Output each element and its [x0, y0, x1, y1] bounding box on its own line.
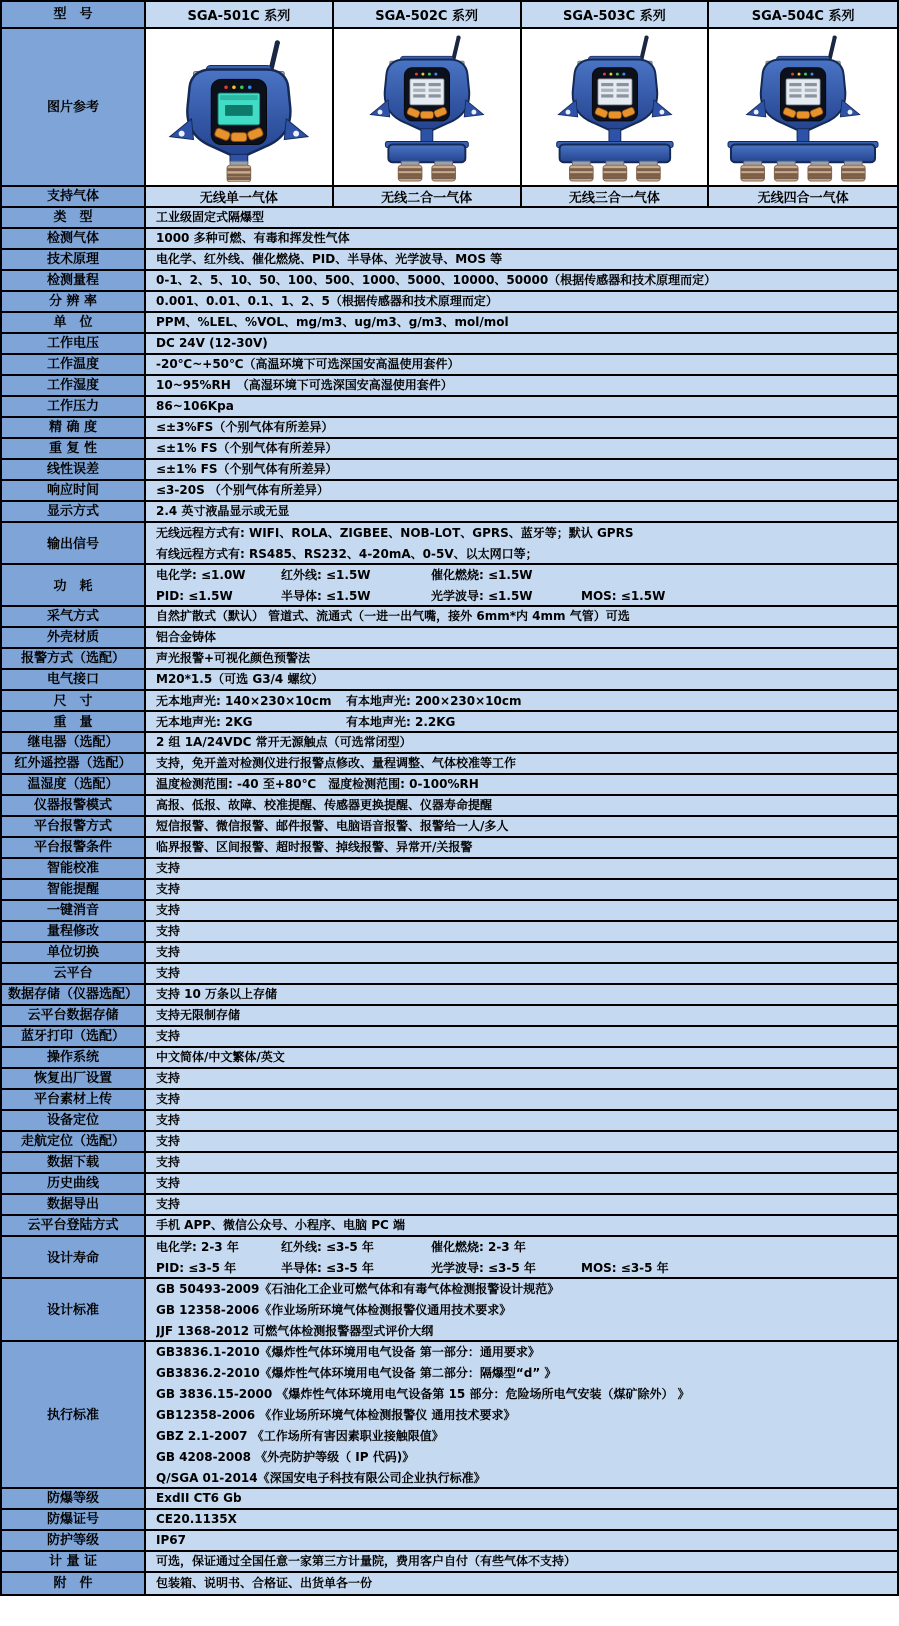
spec-row-value [146, 1006, 897, 1025]
spec-row-label: 显示方式 [2, 502, 146, 521]
spec-row-value [146, 418, 897, 437]
spec-row-value [146, 250, 897, 269]
spec-row-label: 型 号 [2, 2, 146, 27]
spec-value-text: 工业级固定式隔爆型 [156, 210, 265, 224]
table-row [2, 334, 897, 355]
spec-row-value [146, 334, 897, 353]
table-row [2, 670, 897, 691]
spec-row-value [146, 964, 897, 983]
spec-value-text: 支持 [156, 924, 181, 938]
spec-row-label: 设备定位 [2, 1111, 146, 1130]
spec-row-value [146, 1048, 897, 1067]
spec-value-segment: 无本地声光: 2KG [156, 715, 253, 729]
spec-row-label: 云平台数据存储 [2, 1006, 146, 1025]
table-row [2, 628, 897, 649]
detector-head [370, 36, 483, 131]
spec-value-text: 86~106Kpa [156, 399, 234, 413]
spec-row-value [146, 1090, 897, 1109]
table-row [2, 418, 897, 439]
spec-value-text: 支持 [156, 1155, 181, 1169]
spec-value-segment: 半导体: ≤3-5 年 [281, 1261, 374, 1275]
spec-row-label: 重 复 性 [2, 439, 146, 458]
product-image-cell [146, 29, 334, 185]
spec-row-label: 数据导出 [2, 1195, 146, 1214]
spec-row-value [146, 271, 897, 290]
spec-row-value [146, 502, 897, 521]
spec-row-value [146, 229, 897, 248]
spec-value-text: ≤±3%FS（个别气体有所差异） [156, 420, 334, 434]
spec-value-text: 临界报警、区间报警、超时报警、掉线报警、异常开/关报警 [156, 840, 473, 854]
spec-row-label: 外壳材质 [2, 628, 146, 647]
spec-value-segment: 红外线: ≤1.5W [281, 568, 371, 582]
spec-value-segment: 无本地声光: 140×230×10cm [156, 694, 332, 708]
spec-value-line [156, 1405, 897, 1426]
table-row [2, 313, 897, 334]
gas-detector-image [334, 32, 520, 182]
spec-value-text: 10~95%RH （高湿环境下可选深国安高湿使用套件） [156, 378, 453, 392]
spec-row-value [146, 1195, 897, 1214]
spec-value-text: CE20.1135X [156, 1512, 237, 1526]
table-row [2, 1027, 897, 1048]
product-image-cell [334, 29, 522, 185]
spec-value-line [156, 1321, 897, 1342]
spec-value-line [156, 1342, 897, 1363]
table-row [2, 187, 897, 208]
spec-row-value [146, 754, 897, 773]
spec-row-value [146, 439, 897, 458]
table-row [2, 250, 897, 271]
spec-value-segment: 电化学: 2-3 年 [156, 1240, 239, 1254]
spec-value-line [156, 1447, 897, 1468]
spec-row-value [146, 649, 897, 668]
spec-row-value [146, 376, 897, 395]
table-row [2, 1531, 897, 1552]
table-row [2, 502, 897, 523]
spec-value-line [156, 1468, 897, 1489]
spec-value-text: 支持无限制存储 [156, 1008, 241, 1022]
spec-value-text: 铝合金铸体 [156, 630, 217, 644]
product-image-cell [522, 29, 710, 185]
spec-row-label: 功 耗 [2, 565, 146, 607]
spec-row-label: 数据下载 [2, 1153, 146, 1172]
spec-value-segment: 半导体: ≤1.5W [281, 589, 371, 603]
table-row [2, 754, 897, 775]
spec-row-value [146, 1531, 897, 1550]
spec-row-value [146, 901, 897, 920]
spec-row-value [146, 607, 897, 626]
spec-value-segment: 有本地声光: 2.2KG [346, 715, 456, 729]
spec-value-text: ExdII CT6 Gb [156, 1491, 242, 1505]
spec-value-text: ≤3-20S （个别气体有所差异） [156, 483, 329, 497]
spec-row-label: 计 量 证 [2, 1552, 146, 1571]
spec-value-text: ≤±1% FS（个别气体有所差异） [156, 462, 338, 476]
spec-row-value [146, 1279, 897, 1342]
spec-row-value [146, 1573, 897, 1594]
spec-value-text: DC 24V (12-30V) [156, 336, 268, 350]
table-row [2, 1174, 897, 1195]
detector-head [558, 36, 671, 131]
table-row [2, 229, 897, 250]
table-row [2, 649, 897, 670]
spec-row-label: 分 辨 率 [2, 292, 146, 311]
spec-value-text: 支持 [156, 903, 181, 917]
spec-row-label: 平台报警方式 [2, 817, 146, 836]
spec-value-segment: MOS: ≤1.5W [581, 589, 666, 603]
spec-value-line [156, 1426, 897, 1447]
spec-value-text: 自然扩散式（默认） 管道式、流通式（一进一出气嘴，接外 6mm*内 4mm 气管）可选 [156, 609, 630, 623]
spec-value-text: 包装箱、说明书、合格证、出货单各一份 [156, 1576, 373, 1590]
table-row [2, 1153, 897, 1174]
spec-row-value [146, 565, 897, 607]
spec-value-line [156, 565, 897, 586]
spec-value-text: 1000 多种可燃、有毒和挥发性气体 [156, 231, 350, 245]
table-row [2, 859, 897, 880]
supported-gas: 无线单一气体 [146, 187, 334, 206]
spec-row-label: 执行标准 [2, 1342, 146, 1489]
spec-row-value [146, 628, 897, 647]
spec-row-label: 数据存储（仪器选配） [2, 985, 146, 1004]
table-row [2, 1006, 897, 1027]
spec-row-label: 继电器（选配） [2, 733, 146, 752]
spec-value-segment: JJF 1368-2012 可燃气体检测报警器型式评价大纲 [156, 1324, 434, 1338]
spec-row-label: 检测气体 [2, 229, 146, 248]
model-name: SGA-502C 系列 [334, 2, 522, 27]
spec-row-label: 平台素材上传 [2, 1090, 146, 1109]
spec-value-segment: GB3836.1-2010《爆炸性气体环境用电气设备 第一部分：通用要求》 [156, 1345, 540, 1359]
spec-row-label: 工作压力 [2, 397, 146, 416]
spec-row-value [146, 2, 897, 27]
spec-row-value [146, 1027, 897, 1046]
table-row [2, 460, 897, 481]
spec-value-segment: GBZ 2.1-2007 《工作场所有害因素职业接触限值》 [156, 1429, 444, 1443]
spec-row-label: 仪器报警模式 [2, 796, 146, 815]
spec-row-value [146, 985, 897, 1004]
supported-gas: 无线四合一气体 [709, 187, 897, 206]
spec-row-value [146, 481, 897, 500]
table-row [2, 922, 897, 943]
spec-value-line [156, 1363, 897, 1384]
spec-row-value [146, 1132, 897, 1151]
spec-row-value [146, 733, 897, 752]
spec-row-label: 图片参考 [2, 29, 146, 185]
spec-value-text: 高报、低报、故障、校准提醒、传感器更换提醒、仪器寿命提醒 [156, 798, 493, 812]
spec-row-label: 历史曲线 [2, 1174, 146, 1193]
spec-row-value [146, 775, 897, 794]
spec-value-text: 2.4 英寸液晶显示或无显 [156, 504, 290, 518]
table-row [2, 376, 897, 397]
spec-row-label: 类 型 [2, 208, 146, 227]
table-row [2, 1216, 897, 1237]
table-row [2, 1510, 897, 1531]
table-row [2, 523, 897, 565]
table-row [2, 1195, 897, 1216]
gas-detector-image [710, 32, 896, 182]
detector-head [747, 36, 860, 131]
spec-row-value [146, 670, 897, 689]
table-row [2, 901, 897, 922]
spec-row-value [146, 29, 897, 185]
spec-row-label: 单位切换 [2, 943, 146, 962]
table-row [2, 943, 897, 964]
spec-row-label: 工作湿度 [2, 376, 146, 395]
spec-row-label: 红外遥控器（选配） [2, 754, 146, 773]
spec-value-text: 可选，保证通过全国任意一家第三方计量院，费用客户自付（有些气体不支持） [156, 1554, 577, 1568]
spec-row-label: 温湿度（选配） [2, 775, 146, 794]
spec-value-text: 0-1、2、5、10、50、100、500、1000、5000、10000、50000（根据传感器和技术原理而定） [156, 273, 717, 287]
spec-row-value [146, 460, 897, 479]
table-row [2, 712, 897, 733]
table-row [2, 1279, 897, 1342]
spec-value-text: 支持 [156, 1176, 181, 1190]
spec-value-text: 电化学、红外线、催化燃烧、PID、半导体、光学波导、MOS 等 [156, 252, 503, 266]
spec-value-text: M20*1.5（可选 G3/4 螺纹） [156, 672, 324, 686]
spec-row-label: 防爆等级 [2, 1489, 146, 1508]
spec-row-value [146, 313, 897, 332]
spec-row-label: 恢复出厂设置 [2, 1069, 146, 1088]
spec-row-value [146, 943, 897, 962]
spec-value-segment: PID: ≤1.5W [156, 589, 233, 603]
model-name: SGA-501C 系列 [146, 2, 334, 27]
spec-row-value [146, 355, 897, 374]
spec-row-value [146, 712, 897, 733]
spec-value-segment: 电化学: ≤1.0W [156, 568, 246, 582]
spec-row-label: 采气方式 [2, 607, 146, 626]
spec-value-line [156, 1258, 897, 1279]
spec-row-label: 智能校准 [2, 859, 146, 878]
supported-gas: 无线三合一气体 [522, 187, 710, 206]
spec-row-label: 设计标准 [2, 1279, 146, 1342]
table-row [2, 355, 897, 376]
table-row [2, 1111, 897, 1132]
spec-value-text: -20℃~+50℃（高温环境下可选深国安高温使用套件） [156, 357, 460, 371]
spec-row-label: 尺 寸 [2, 691, 146, 712]
table-row [2, 733, 897, 754]
spec-value-text: 支持，免开盖对检测仪进行报警点修改、量程调整、气体校准等工作 [156, 756, 517, 770]
table-row [2, 1069, 897, 1090]
gas-detector-image [146, 32, 332, 182]
detector-head [170, 40, 308, 156]
spec-value-segment: GB 50493-2009《石油化工企业可燃气体和有毒气体检测报警设计规范》 [156, 1282, 560, 1296]
spec-row-label: 防爆证号 [2, 1510, 146, 1529]
table-row [2, 1090, 897, 1111]
spec-value-text: 支持 [156, 945, 181, 959]
table-row [2, 775, 897, 796]
spec-value-line [156, 1300, 897, 1321]
spec-row-label: 防护等级 [2, 1531, 146, 1550]
spec-value-line [156, 1384, 897, 1405]
spec-value-segment: GB12358-2006 《作业场所环境气体检测报警仪 通用技术要求》 [156, 1408, 516, 1422]
spec-row-label: 电气接口 [2, 670, 146, 689]
spec-row-value [146, 1174, 897, 1193]
spec-row-label: 设计寿命 [2, 1237, 146, 1279]
spec-value-text: 支持 [156, 882, 181, 896]
spec-value-text: 支持 10 万条以上存储 [156, 987, 278, 1001]
spec-row-value [146, 880, 897, 899]
table-row [2, 1573, 897, 1594]
spec-value-line [156, 712, 897, 733]
table-row [2, 1552, 897, 1573]
supported-gas: 无线二合一气体 [334, 187, 522, 206]
spec-value-text: 支持 [156, 1092, 181, 1106]
spec-value-segment: PID: ≤3-5 年 [156, 1261, 237, 1275]
table-row [2, 817, 897, 838]
spec-row-value [146, 838, 897, 857]
spec-value-text: ≤±1% FS（个别气体有所差异） [156, 441, 338, 455]
spec-value-text: 短信报警、微信报警、邮件报警、电脑语音报警、报警给一人/多人 [156, 819, 509, 833]
spec-row-value [146, 208, 897, 227]
table-row [2, 985, 897, 1006]
spec-value-text: 支持 [156, 1113, 181, 1127]
spec-value-text: PPM、%LEL、%VOL、mg/m3、ug/m3、g/m3、mol/mol [156, 315, 509, 329]
spec-value-line [156, 1279, 897, 1300]
spec-row-value [146, 817, 897, 836]
spec-row-value [146, 1552, 897, 1571]
spec-row-label: 云平台 [2, 964, 146, 983]
spec-value-segment: 有线远程方式有: RS485、RS232、4-20mA、0-5V、以太网口等； [156, 547, 538, 561]
table-row [2, 2, 897, 29]
spec-row-value [146, 1153, 897, 1172]
spec-value-text: 支持 [156, 966, 181, 980]
spec-row-label: 单 位 [2, 313, 146, 332]
spec-row-value [146, 1111, 897, 1130]
table-row [2, 964, 897, 985]
spec-value-segment: 无线远程方式有: WIFI、ROLA、ZIGBEE、NOB-LOT、GPRS、蓝牙等；默认 GPRS [156, 526, 634, 540]
spec-row-label: 报警方式（选配） [2, 649, 146, 668]
spec-value-line [156, 1237, 897, 1258]
spec-row-label: 检测量程 [2, 271, 146, 290]
table-row [2, 1342, 897, 1489]
spec-value-segment: GB 4208-2008 《外壳防护等级（ IP 代码)》 [156, 1450, 415, 1464]
spec-value-segment: 红外线: ≤3-5 年 [281, 1240, 374, 1254]
spec-row-value [146, 1510, 897, 1529]
spec-value-line [156, 691, 897, 712]
table-row [2, 880, 897, 901]
spec-row-label: 智能提醒 [2, 880, 146, 899]
table-row [2, 607, 897, 628]
spec-value-segment: 催化燃烧: ≤1.5W [431, 568, 533, 582]
model-name: SGA-504C 系列 [709, 2, 897, 27]
spec-value-segment: GB 12358-2006《作业场所环境气体检测报警仪通用技术要求》 [156, 1303, 512, 1317]
spec-row-value [146, 691, 897, 712]
spec-row-label: 输出信号 [2, 523, 146, 565]
table-row [2, 565, 897, 607]
spec-value-segment: GB 3836.15-2000 《爆炸性气体环境用电气设备第 15 部分：危险场所电气安装（煤矿除外） 》 [156, 1387, 690, 1401]
spec-row-label: 量程修改 [2, 922, 146, 941]
spec-row-label: 操作系统 [2, 1048, 146, 1067]
table-row [2, 796, 897, 817]
spec-row-label: 支持气体 [2, 187, 146, 206]
spec-value-text: 支持 [156, 1134, 181, 1148]
spec-row-label: 附 件 [2, 1573, 146, 1594]
spec-row-value [146, 523, 897, 565]
spec-value-segment: 光学波导: ≤1.5W [431, 589, 533, 603]
spec-value-text: 支持 [156, 1197, 181, 1211]
spec-value-line [156, 586, 897, 607]
spec-row-label: 线性误差 [2, 460, 146, 479]
spec-row-label: 重 量 [2, 712, 146, 733]
spec-row-label: 响应时间 [2, 481, 146, 500]
spec-row-value [146, 796, 897, 815]
spec-row-value [146, 1069, 897, 1088]
spec-row-label: 云平台登陆方式 [2, 1216, 146, 1235]
table-row [2, 208, 897, 229]
spec-row-value [146, 397, 897, 416]
spec-value-line [156, 523, 897, 544]
table-row [2, 292, 897, 313]
spec-value-text: 温度检测范围: -40 至+80℃ 湿度检测范围: 0-100%RH [156, 777, 479, 791]
spec-row-label: 精 确 度 [2, 418, 146, 437]
spec-value-text: 手机 APP、微信公众号、小程序、电脑 PC 端 [156, 1218, 406, 1232]
table-row [2, 1237, 897, 1279]
spec-value-text: 2 组 1A/24VDC 常开无源触点（可选常闭型） [156, 735, 412, 749]
spec-row-label: 平台报警条件 [2, 838, 146, 857]
spec-row-label: 工作电压 [2, 334, 146, 353]
model-name: SGA-503C 系列 [522, 2, 710, 27]
spec-value-segment: 有本地声光: 200×230×10cm [346, 694, 522, 708]
spec-row-label: 蓝牙打印（选配） [2, 1027, 146, 1046]
product-image-cell [709, 29, 897, 185]
table-row [2, 481, 897, 502]
spec-row-value [146, 1489, 897, 1508]
spec-row-value [146, 922, 897, 941]
spec-value-text: 0.001、0.01、0.1、1、2、5（根据传感器和技术原理而定） [156, 294, 498, 308]
spec-row-value [146, 1216, 897, 1235]
spec-value-text: 支持 [156, 1029, 181, 1043]
spec-value-segment: MOS: ≤3-5 年 [581, 1261, 669, 1275]
spec-value-segment: Q/SGA 01-2014《深国安电子科技有限公司企业执行标准》 [156, 1471, 486, 1485]
spec-value-segment: 催化燃烧: 2-3 年 [431, 1240, 526, 1254]
spec-row-label: 技术原理 [2, 250, 146, 269]
spec-row-value [146, 292, 897, 311]
table-row [2, 1048, 897, 1069]
spec-value-segment: GB3836.2-2010《爆炸性气体环境用电气设备 第二部分：隔爆型“d” 》 [156, 1366, 557, 1380]
gas-detector-image [522, 32, 708, 182]
table-row [2, 29, 897, 187]
spec-value-text: 声光报警+可视化颜色预警法 [156, 651, 311, 665]
table-row [2, 1132, 897, 1153]
spec-row-label: 走航定位（选配） [2, 1132, 146, 1151]
spec-value-text: IP67 [156, 1533, 186, 1547]
spec-row-value [146, 1342, 897, 1489]
spec-row-label: 工作温度 [2, 355, 146, 374]
table-row [2, 271, 897, 292]
spec-value-text: 支持 [156, 1071, 181, 1085]
spec-row-value [146, 1237, 897, 1279]
spec-value-segment: 光学波导: ≤3-5 年 [431, 1261, 536, 1275]
spec-row-value [146, 187, 897, 206]
table-row [2, 838, 897, 859]
spec-row-value [146, 859, 897, 878]
spec-value-text: 中文简体/中文繁体/英文 [156, 1050, 285, 1064]
table-row [2, 691, 897, 712]
spec-value-line [156, 544, 897, 565]
table-row [2, 439, 897, 460]
spec-value-text: 支持 [156, 861, 181, 875]
table-row [2, 1489, 897, 1510]
spec-row-label: 一键消音 [2, 901, 146, 920]
table-row [2, 397, 897, 418]
